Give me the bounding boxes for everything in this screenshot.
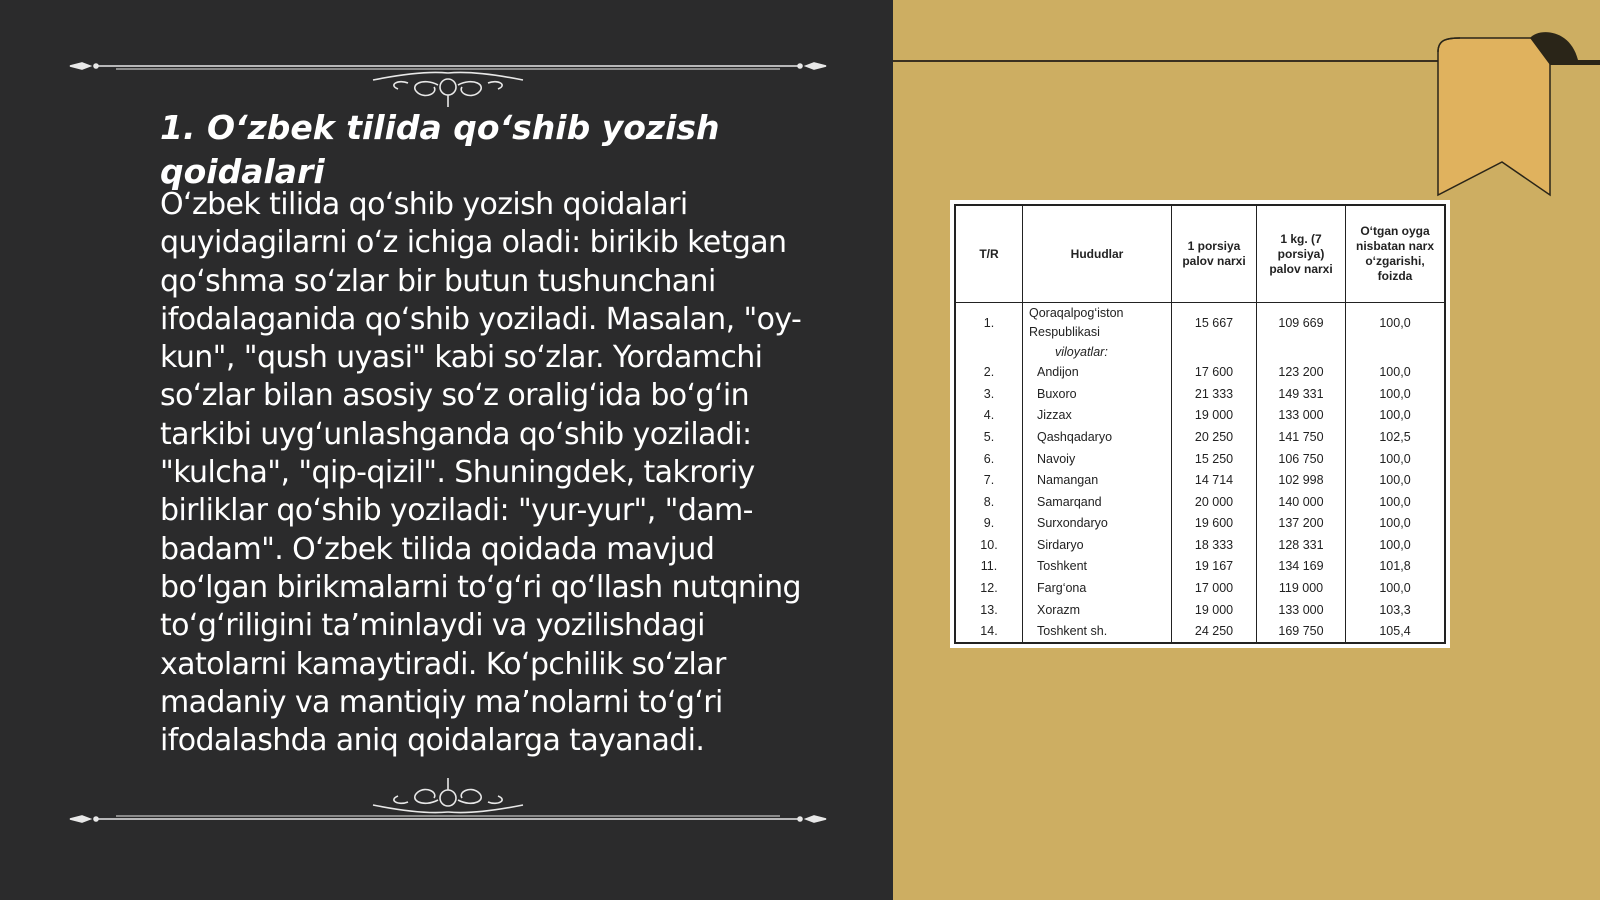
- table-header-row: [955, 205, 1445, 303]
- cell-change-percent: 101,8: [1346, 556, 1446, 578]
- cell-kg-price: 106 750: [1257, 448, 1346, 470]
- cell-region: [1023, 303, 1172, 343]
- header-portion-price: 1 porsiya palov narxi: [1172, 205, 1257, 303]
- cell-num: 1.: [955, 303, 1023, 343]
- cell-region: Toshkent sh.: [1023, 620, 1172, 643]
- region-line-1: Qoraqalpog‘iston: [1029, 305, 1124, 320]
- cell-empty: [1346, 342, 1446, 362]
- table-row: [955, 303, 1445, 343]
- cell-portion-price: 21 333: [1172, 383, 1257, 405]
- table-row: [955, 534, 1445, 556]
- cell-change-percent: 100,0: [1346, 383, 1446, 405]
- cell-num: 9.: [955, 512, 1023, 534]
- cell-num: 14.: [955, 620, 1023, 643]
- header-kg-price: 1 kg. (7 porsiya) palov narxi: [1257, 205, 1346, 303]
- table-row: [955, 512, 1445, 534]
- table-row: [955, 469, 1445, 491]
- cell-num: 5.: [955, 426, 1023, 448]
- table-row: [955, 426, 1445, 448]
- cell-portion-price: 15 250: [1172, 448, 1257, 470]
- cell-change-percent: 100,0: [1346, 405, 1446, 427]
- header-change-percent: O‘tgan oyga nisbatan narx o‘zgarishi, foizda: [1346, 205, 1446, 303]
- table-subheader-row: [955, 342, 1445, 362]
- header-regions: Hududlar: [1023, 205, 1172, 303]
- cell-empty: [1172, 342, 1257, 362]
- table-row: [955, 491, 1445, 513]
- cell-kg-price: 109 669: [1257, 303, 1346, 343]
- cell-kg-price: 102 998: [1257, 469, 1346, 491]
- cell-region: Xorazm: [1023, 599, 1172, 621]
- cell-num: 3.: [955, 383, 1023, 405]
- cell-region: Jizzax: [1023, 405, 1172, 427]
- price-table: [954, 204, 1446, 644]
- cell-kg-price: 123 200: [1257, 362, 1346, 384]
- cell-empty: [1257, 342, 1346, 362]
- cell-change-percent: 105,4: [1346, 620, 1446, 643]
- price-table-image: [950, 200, 1450, 648]
- cell-num: 2.: [955, 362, 1023, 384]
- table-row: [955, 448, 1445, 470]
- cell-num: 13.: [955, 599, 1023, 621]
- cell-kg-price: 149 331: [1257, 383, 1346, 405]
- cell-portion-price: 19 000: [1172, 405, 1257, 427]
- cell-portion-price: 15 667: [1172, 303, 1257, 343]
- bookmark-ribbon-icon: [1430, 30, 1600, 205]
- cell-change-percent: 100,0: [1346, 469, 1446, 491]
- cell-subheader: viloyatlar:: [1023, 342, 1172, 362]
- cell-change-percent: 100,0: [1346, 512, 1446, 534]
- cell-portion-price: 19 167: [1172, 556, 1257, 578]
- slide-title: 1. O‘zbek tilida qo‘shib yozish qoidalari: [160, 108, 720, 191]
- cell-region: Sirdaryo: [1023, 534, 1172, 556]
- cell-kg-price: 119 000: [1257, 577, 1346, 599]
- cell-num: 6.: [955, 448, 1023, 470]
- cell-num: 11.: [955, 556, 1023, 578]
- cell-portion-price: 17 000: [1172, 577, 1257, 599]
- cell-region: Samarqand: [1023, 491, 1172, 513]
- cell-empty: [955, 342, 1023, 362]
- cell-change-percent: 100,0: [1346, 491, 1446, 513]
- table-row: [955, 383, 1445, 405]
- table-row: [955, 556, 1445, 578]
- cell-portion-price: 19 600: [1172, 512, 1257, 534]
- region-line-2: Respublikasi: [1029, 324, 1100, 339]
- cell-region: Andijon: [1023, 362, 1172, 384]
- cell-change-percent: 100,0: [1346, 577, 1446, 599]
- cell-num: 8.: [955, 491, 1023, 513]
- ornament-divider-bottom: [68, 770, 828, 830]
- slide-body-text: O‘zbek tilida qo‘shib yozish qoidalari quyidagilarni o‘z ichiga oladi: birikib ketgan qo‘shma so‘zlar bir butun tushunchani ifodalaganida qo‘shib yoziladi. Masalan, "oy-kun", "qush uyasi" kabi so‘zlar. Yordamchi so‘zlar bilan asosiy so‘z oralig‘ida bo‘g‘in tarkibi uyg‘unlashganda qo‘shib yoziladi: "kulcha", "qip-qizil". Shuningdek, takroriy birliklar qo‘shib yoziladi: "yur-yur", "dam-badam". O‘zbek tilida qoidada mavjud bo‘lgan birikmalarni to‘g‘ri qo‘llash nutqning to‘g‘riligini ta’minlaydi va yozilishdagi xatolarni kamaytiradi. Ko‘pchilik so‘zlar madaniy va mantiqiy ma’nolarni to‘g‘ri ifodalashda aniq qoidalarga tayanadi.: [160, 187, 802, 759]
- cell-region: Buxoro: [1023, 383, 1172, 405]
- cell-num: 10.: [955, 534, 1023, 556]
- cell-portion-price: 20 250: [1172, 426, 1257, 448]
- table-row: [955, 620, 1445, 643]
- cell-change-percent: 103,3: [1346, 599, 1446, 621]
- table-row: [955, 577, 1445, 599]
- cell-region: Navoiy: [1023, 448, 1172, 470]
- cell-region: Surxondaryo: [1023, 512, 1172, 534]
- cell-change-percent: 100,0: [1346, 448, 1446, 470]
- cell-region: Namangan: [1023, 469, 1172, 491]
- cell-num: 4.: [955, 405, 1023, 427]
- cell-portion-price: 18 333: [1172, 534, 1257, 556]
- cell-kg-price: 133 000: [1257, 405, 1346, 427]
- cell-portion-price: 14 714: [1172, 469, 1257, 491]
- header-tr: T/R: [955, 205, 1023, 303]
- cell-kg-price: 137 200: [1257, 512, 1346, 534]
- cell-change-percent: 100,0: [1346, 534, 1446, 556]
- cell-change-percent: 102,5: [1346, 426, 1446, 448]
- cell-portion-price: 19 000: [1172, 599, 1257, 621]
- cell-kg-price: 140 000: [1257, 491, 1346, 513]
- cell-region: Farg‘ona: [1023, 577, 1172, 599]
- cell-region: Qashqadaryo: [1023, 426, 1172, 448]
- cell-kg-price: 141 750: [1257, 426, 1346, 448]
- cell-kg-price: 128 331: [1257, 534, 1346, 556]
- cell-portion-price: 17 600: [1172, 362, 1257, 384]
- table-row: [955, 405, 1445, 427]
- cell-portion-price: 24 250: [1172, 620, 1257, 643]
- cell-change-percent: 100,0: [1346, 362, 1446, 384]
- cell-kg-price: 169 750: [1257, 620, 1346, 643]
- cell-change-percent: 100,0: [1346, 303, 1446, 343]
- table-row: [955, 362, 1445, 384]
- cell-portion-price: 20 000: [1172, 491, 1257, 513]
- cell-region: Toshkent: [1023, 556, 1172, 578]
- cell-num: 7.: [955, 469, 1023, 491]
- cell-num: 12.: [955, 577, 1023, 599]
- cell-kg-price: 134 169: [1257, 556, 1346, 578]
- cell-kg-price: 133 000: [1257, 599, 1346, 621]
- table-row: [955, 599, 1445, 621]
